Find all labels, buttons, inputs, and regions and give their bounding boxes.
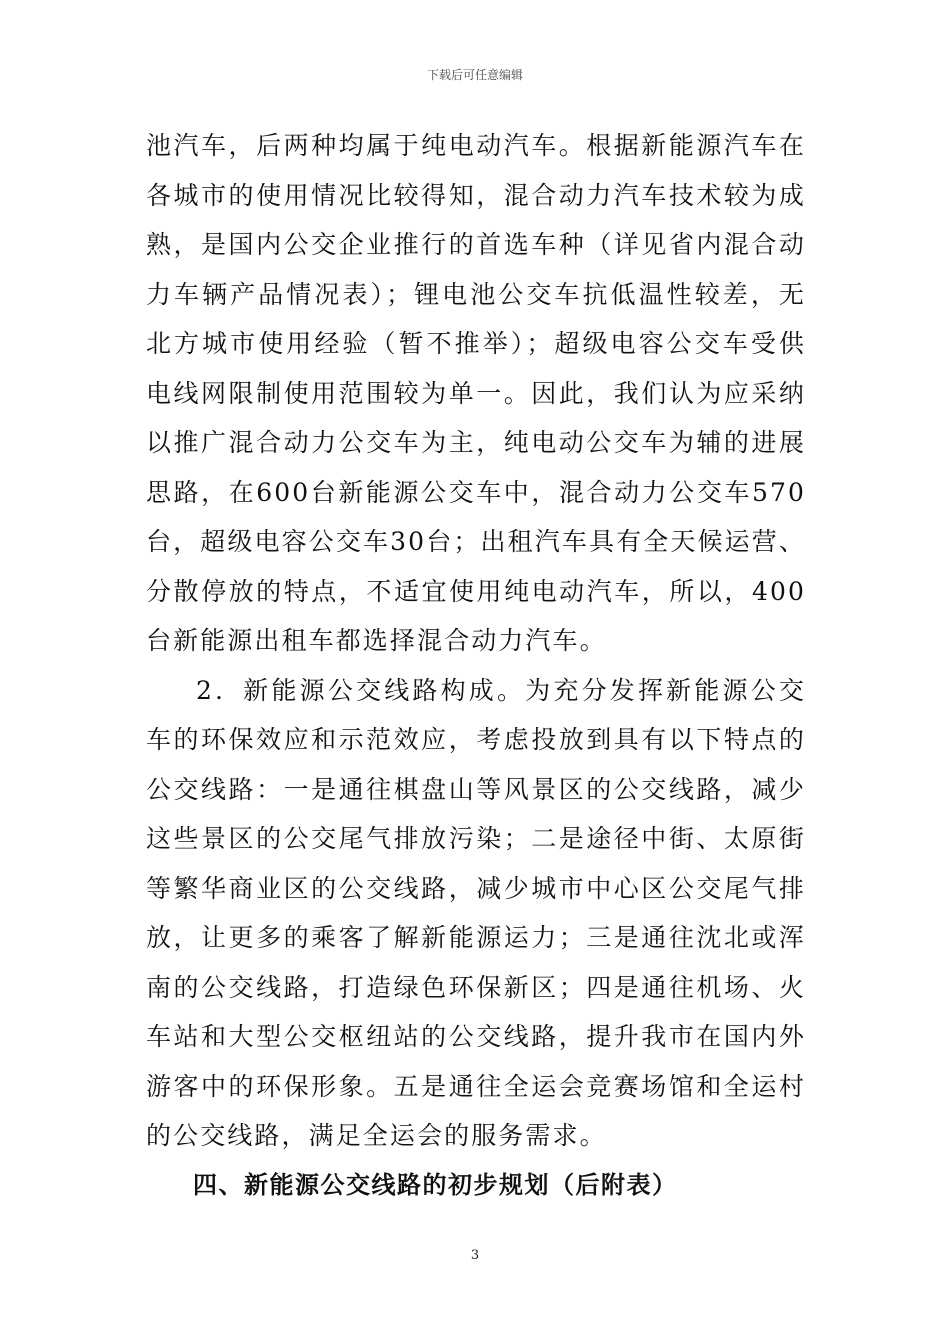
paragraph-continuation: 池汽车，后两种均属于纯电动汽车。根据新能源汽车在各城市的使用情况比较得知，混合动力汽车技术较为成熟，是国内公交企业推行的首选车种（详见省内混合动力车辆产品情况表）；锂电池公交车抗低温性较差，无北方城市使用经验（暂不推举）；超级电容公交车受供电线网限制使用范围较为单一。因此，我们认为应采纳以推广混合动力公交车为主，纯电动公交车为辅的进展思路，在600台新能源公交车中，混合动力公交车570台，超级电容公交车30台；出租汽车具有全天候运营、分散停放的特点，不适宜使用纯电动汽车，所以，400台新能源出租车都选择混合动力汽车。 — [146, 131, 806, 655]
paragraph-route-composition: 2．新能源公交线路构成。为充分发挥新能源公交车的环保效应和示范效应，考虑投放到具有以下特点的公交线路：一是通往棋盘山等风景区的公交线路，减少这些景区的公交尾气排放污染；二是途径中街、太原街等繁华商业区的公交线路，减少城市中心区公交尾气排放，让更多的乘客了解新能源运力；三是通往沈北或浑南的公交线路，打造绿色环保新区；四是通往机场、火车站和大型公交枢纽站的公交线路，提升我市在国内外游客中的环保形象。五是通往全运会竞赛场馆和全运村的公交线路，满足全运会的服务需求。 — [146, 675, 806, 1150]
section-heading: 四、新能源公交线路的初步规划（后附表） — [193, 1171, 678, 1199]
body-text — [146, 121, 806, 1161]
page-number: 3 — [470, 1248, 480, 1263]
page-header: 下载后可任意编辑 — [426, 68, 523, 82]
